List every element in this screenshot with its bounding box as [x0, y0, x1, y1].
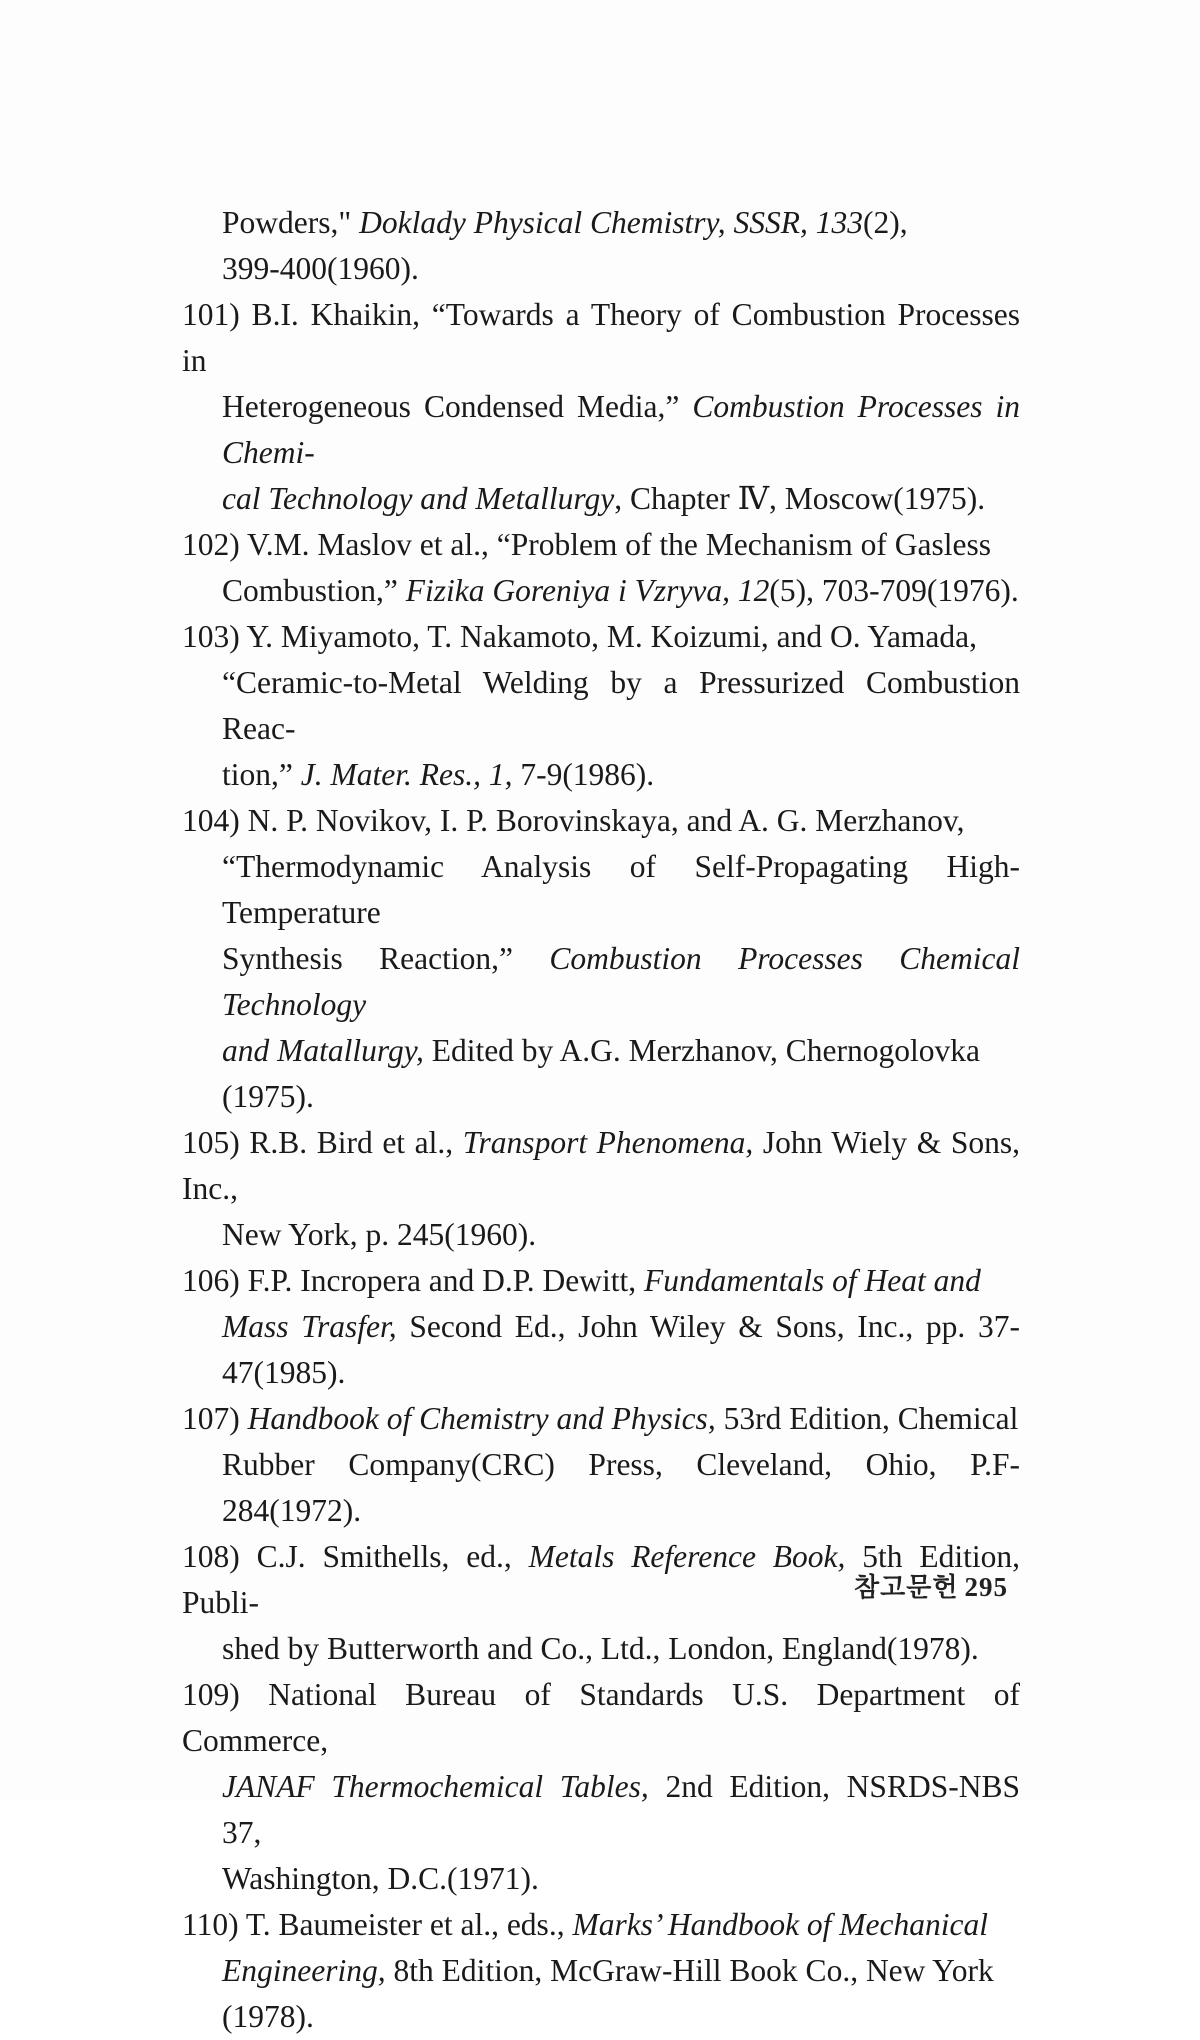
reference-line: [222, 1074, 1020, 1120]
reference-line: [222, 246, 1020, 292]
page-footer: [854, 1567, 1008, 1604]
reference-text: John Wiely & Sons, Inc.,: [182, 1125, 1020, 1206]
reference-entry-105: [182, 1120, 1020, 1258]
reference-line: [222, 568, 1020, 614]
reference-entry-101: [182, 292, 1021, 522]
reference-line: [222, 660, 1020, 752]
reference-text: 2nd Edition, NSRDS-NBS 37,: [222, 1769, 1020, 1850]
reference-text: 53rd Edition, Chemical: [715, 1401, 1019, 1436]
reference-title: J. Mater. Res., 1,: [300, 757, 513, 792]
reference-text: Heterogeneous Condensed Media,”: [222, 389, 693, 424]
reference-line: [182, 522, 1020, 568]
reference-text: “Thermodynamic Analysis of Self-Propagating High-Temperature: [222, 849, 1020, 930]
reference-title: Engineering,: [222, 1953, 386, 1988]
page-number: 295: [964, 1572, 1008, 1602]
reference-text: Washington, D.C.(1971).: [222, 1861, 539, 1896]
reference-title: Fizika Goreniya i Vzryva, 12: [405, 573, 770, 608]
reference-text: 101) B.I. Khaikin, “Towards a Theory of Combustion Processes in: [182, 297, 1020, 378]
reference-text: (1975).: [222, 1079, 314, 1114]
reference-line: [182, 1258, 1020, 1304]
reference-entry-103: [182, 614, 1020, 798]
reference-title: cal Technology and Metallurgy: [222, 481, 615, 516]
reference-line: [222, 1856, 1020, 1902]
footer-section-title: 참고문헌: [854, 1573, 959, 1603]
reference-text: 105) R.B. Bird et al.,: [182, 1125, 463, 1160]
reference-text: shed by Butterworth and Co., Ltd., London, England(1978).: [222, 1631, 979, 1666]
reference-text: 5th Edition, Publi-: [182, 1539, 1020, 1620]
reference-text: (5), 703-709(1976).: [769, 573, 1019, 608]
reference-line: [182, 1672, 1020, 1764]
reference-line: [222, 384, 1020, 476]
reference-line: [222, 1212, 1020, 1258]
reference-text: 102) V.M. Maslov et al., “Problem of the Mechanism of Gasless: [182, 527, 991, 562]
reference-continuation: [222, 200, 1020, 292]
reference-line: [222, 200, 1020, 246]
reference-line: [222, 844, 1020, 936]
reference-line: [222, 1304, 1020, 1396]
reference-text: , Chapter Ⅳ, Moscow(1975).: [614, 481, 986, 516]
reference-line: [222, 936, 1020, 1028]
reference-text: 7-9(1986).: [512, 757, 655, 792]
reference-line: [222, 752, 1020, 798]
reference-text: 104) N. P. Novikov, I. P. Borovinskaya, and A. G. Merzhanov,: [182, 803, 965, 838]
reference-title: Combustion Processes in Chemi-: [222, 389, 1021, 470]
reference-title: JANAF Thermochemical Tables,: [222, 1769, 649, 1804]
reference-text: Synthesis Reaction,”: [222, 941, 550, 976]
reference-title: Fundamentals of Heat and: [644, 1263, 981, 1298]
reference-list: [182, 200, 1021, 2040]
reference-entry-106: [182, 1258, 1020, 1396]
reference-line: [182, 614, 1020, 660]
reference-line: [222, 1948, 1020, 1994]
reference-text: 8th Edition, McGraw-Hill Book Co., New York: [385, 1953, 994, 1988]
reference-text: Second Ed., John Wiley & Sons, Inc., pp. 37-47(1985).: [222, 1309, 1020, 1390]
reference-line: [222, 476, 1020, 522]
reference-text: “Ceramic-to-Metal Welding by a Pressurized Combustion Reac-: [222, 665, 1020, 746]
reference-text: Combustion,”: [222, 573, 406, 608]
reference-text: 107): [182, 1401, 248, 1436]
reference-title: Handbook of Chemistry and Physics,: [247, 1401, 716, 1436]
reference-line: [222, 1764, 1020, 1856]
reference-text: 110) T. Baumeister et al., eds.,: [182, 1907, 573, 1942]
reference-title: Mass Trasfer,: [222, 1309, 397, 1344]
reference-line: [182, 1120, 1020, 1212]
reference-entry-109: [182, 1672, 1020, 1902]
reference-text: Rubber Company(CRC) Press, Cleveland, Ohio, P.F-284(1972).: [222, 1447, 1020, 1528]
reference-line: [182, 1396, 1020, 1442]
reference-text: 103) Y. Miyamoto, T. Nakamoto, M. Koizumi, and O. Yamada,: [182, 619, 978, 654]
reference-title: Combustion Processes Chemical Technology: [222, 941, 1020, 1022]
reference-text: Edited by A.G. Merzhanov, Chernogolovka: [423, 1033, 980, 1068]
reference-entry-104: [182, 798, 1020, 1120]
reference-text: (2),: [863, 205, 908, 240]
reference-text: 399-400(1960).: [222, 251, 419, 286]
reference-text: 106) F.P. Incropera and D.P. Dewitt,: [182, 1263, 645, 1298]
reference-text: New York, p. 245(1960).: [222, 1217, 537, 1252]
reference-text: 109) National Bureau of Standards U.S. Department of Commerce,: [182, 1677, 1020, 1758]
reference-title: Doklady Physical Chemistry, SSSR, 133: [359, 205, 864, 240]
reference-line: [182, 798, 1020, 844]
reference-entry-102: [182, 522, 1020, 614]
reference-entry-110: [182, 1902, 1020, 2040]
reference-text: Powders,": [222, 205, 360, 240]
reference-line: [222, 1442, 1020, 1534]
reference-title: Marks’ Handbook of Mechanical: [572, 1907, 988, 1942]
reference-line: [222, 1028, 1020, 1074]
reference-line: [182, 292, 1020, 384]
reference-line: [222, 1994, 1020, 2040]
reference-text: 108) C.J. Smithells, ed.,: [182, 1539, 529, 1574]
reference-entry-107: [182, 1396, 1020, 1534]
reference-text: (1978).: [222, 1999, 314, 2034]
reference-title: Metals Reference Book,: [528, 1539, 846, 1574]
reference-text: tion,”: [222, 757, 301, 792]
reference-title: Transport Phenomena,: [462, 1125, 754, 1160]
reference-title: and Matallurgy,: [222, 1033, 424, 1068]
reference-line: [222, 1626, 1020, 1672]
reference-line: [182, 1902, 1020, 1948]
